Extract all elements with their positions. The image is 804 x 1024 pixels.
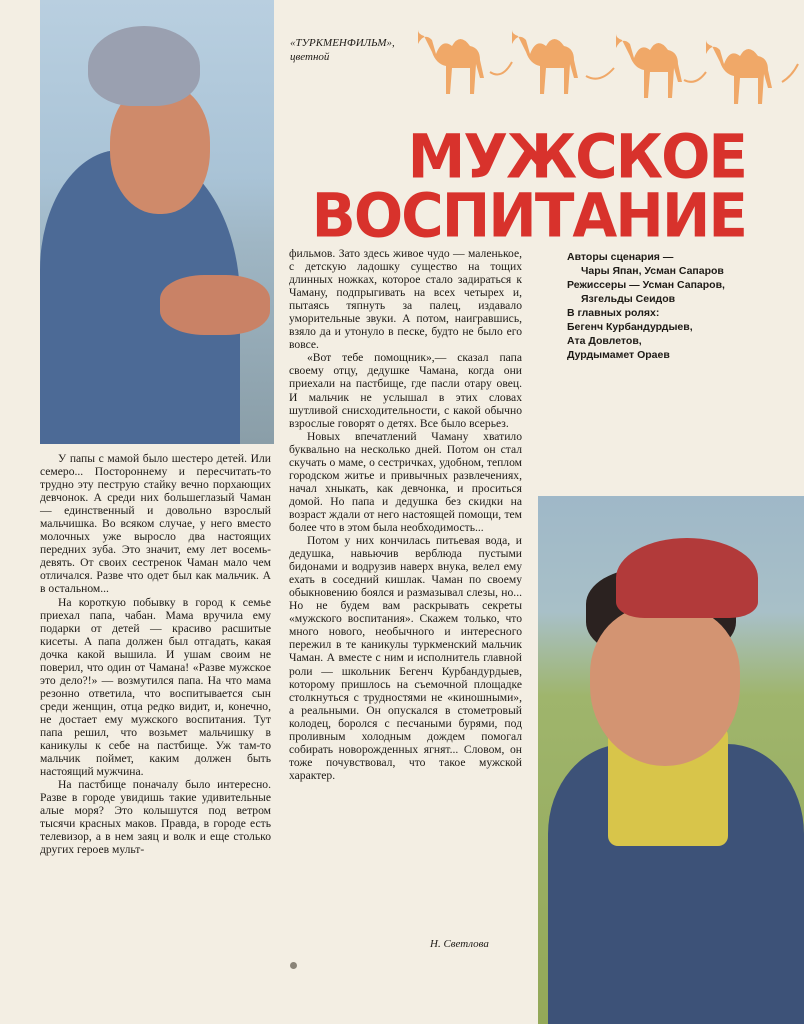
photo-boy-face	[590, 606, 740, 766]
text-column-2	[289, 247, 522, 782]
title-line-2: ВОСПИТАНИЕ	[311, 179, 746, 252]
film-format: цветной	[290, 51, 330, 63]
paragraph: «Вот тебе помощник»,— сказал папа своему отцу, дедушке Чамана, когда они приехали на пастбище, где пасли отару овец. И мальчик не услышал в этих словах шутливой снисходительности, с какой обычно взрослые говорят о детях. Все было всерьез.	[289, 351, 522, 430]
credit-line: Чары Япан, Усман Сапаров	[581, 265, 724, 277]
camel-icon	[418, 30, 484, 94]
article-title	[300, 120, 746, 252]
photo-boy	[538, 496, 804, 1024]
camel-caravan-illustration	[412, 24, 804, 116]
credit-line: В главных ролях:	[567, 307, 660, 319]
photo-old-man	[40, 0, 274, 444]
camel-icon	[512, 30, 578, 94]
paragraph: На пастбище поначалу было интересно. Разве в городе увидишь такие удивительные алые моря? Это колышутся под ветром тысячи красных маков. Правда, в городе есть телевизор, а в нем заяц и волк и еще столько других героев мульт-	[40, 778, 271, 857]
paragraph: Новых впечатлений Чаману хватило буквально на несколько дней. Потом он стал скучать о маме, о сестричках, удобном, теплом городском житье и привычных развлечениях, начал хныкать, как девчонка, и проситься домой. Но папа и дедушка без скидки на возраст ждали от него настоящей помощи, тем более что в этом была необходимость...	[289, 429, 522, 534]
credit-line: Авторы сценария —	[567, 251, 674, 263]
camel-icon	[706, 40, 772, 104]
page-dot	[290, 962, 297, 969]
credit-line: Ата Довлетов,	[567, 335, 642, 347]
camel-group	[418, 30, 798, 104]
paragraph: фильмов. Зато здесь живое чудо — маленькое, с детскую ладошку существо на тощих длинных ножках, которое стало задираться к Чаману, подпрыгивать на всех четырех и, пытаясь тяпнуть за палец, издавало уморительные звуки. А потом, наигравшись, взяло да и утонуло в песке, будто не было его вовсе.	[289, 247, 522, 352]
credit-line: Дурдымамет Ораев	[567, 349, 670, 361]
camel-icon	[616, 34, 682, 98]
article-author: Н. Светлова	[430, 938, 489, 950]
credit-line: Режиссеры — Усман Сапаров,	[567, 279, 725, 291]
studio-name: «ТУРКМЕНФИЛЬМ»,	[290, 37, 395, 49]
photo-old-man-hat	[88, 26, 200, 106]
paragraph: На короткую побывку в город к семье приехал папа, чабан. Мама вручила ему подарки от детей — красиво расшитые кисеты. А папа должен был отгадать, какая дочка какой вышила. И ушам своим не поверил, что один от Чамана! «Разве мужское это дело?!» — возмутился папа. На что мама резонно ответила, что воспитывается сын среди женщин, отца редко видит, и, конечно, не достает ему мужского воспитания. Тут папа решил, что возьмет мальчишку в каникулы к себе на пастбище. Уж там-то мальчик поймет, каким должен быть настоящий мужчина.	[40, 595, 271, 779]
text-column-1	[40, 452, 271, 856]
paragraph: Потом у них кончилась питьевая вода, и дедушка, навьючив верблюда пустыми бидонами и водрузив наверх внука, велел ему ехать в соседний кишлак. Чаман по своему обыкновению боялся и размазывал слезы, но... Но не будем вам раскрывать секреты «мужского воспитания». Скажем только, что много нового, необычного и интересного пережил в те каникулы туркменский мальчик Чаман. А вместе с ним и исполнитель главной роли — школьник Бегенч Курбандурдыев, которому пришлось на съемочной площадке столкнуться с трудностями не «киношными», а реальными. Он опускался в стометровый колодец, боролся с песчаными бурями, под проливным холодным дождем помогал собирать новорожденных ягнят... Словом, он тоже почувствовал, что такое мужской характер.	[289, 534, 522, 782]
photo-boy-cap	[616, 538, 758, 618]
credit-line: Язгельды Сеидов	[581, 293, 676, 305]
film-credits	[567, 250, 797, 362]
photo-old-man-hand	[160, 275, 270, 335]
paragraph: У папы с мамой было шестеро детей. Или семеро... Постороннему и пересчитать-то трудно эту пеструю стайку вечно порхающих девчонок. А среди них большеглазый Чаман — единственный и довольно взрослый мальчишка. Во всяком случае, у него вместо молочных уже выросло два настоящих передних зуба. Это значит, ему лет восемь-девять. От своих сестренок Чаман мало чем отличался. Разве что одет был как мальчик. А в остальном...	[40, 452, 271, 596]
credit-line: Бегенч Курбандурдыев,	[567, 321, 693, 333]
title-line-1: МУЖСКОЕ	[407, 120, 746, 193]
studio-label	[290, 36, 395, 64]
